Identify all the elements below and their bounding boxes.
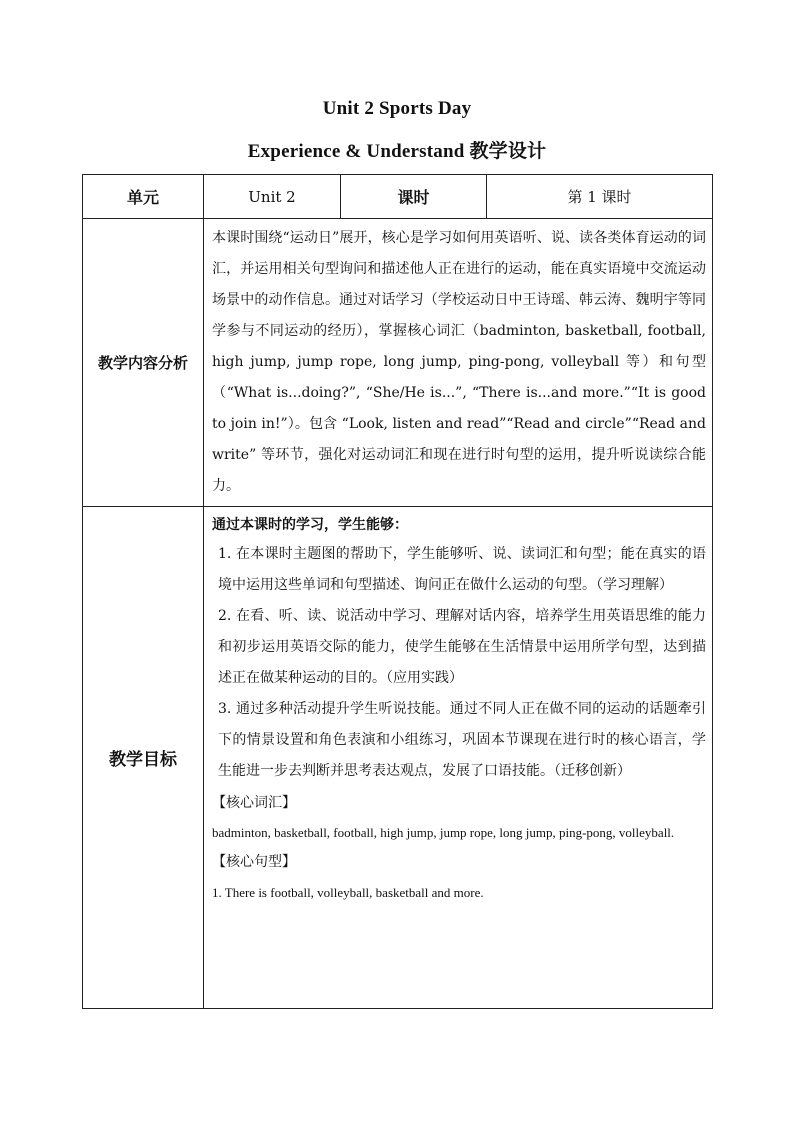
pattern-heading: 【核心句型】 <box>212 854 296 870</box>
lesson-plan-table <box>82 174 713 1009</box>
analysis-label: 教学内容分析 <box>83 219 204 507</box>
objective-item: 3. 通过多种活动提升学生听说技能。通过不同人正在做不同的运动的话题牽引下的情景设置和角色表演和小组练习，巩固本节课现在进行时的核心语言，学生能进一步去判断并思考表达观点，发展了口语技能。（迁移创新） <box>218 701 706 779</box>
document-title: Unit 2 Sports Day <box>322 98 472 119</box>
unit-value: Unit 2 <box>204 175 341 219</box>
objectives-label: 教学目标 <box>83 507 204 1009</box>
lesson-value: 第 1 课时 <box>487 175 713 219</box>
objectives-intro: 通过本课时的学习，学生能够： <box>212 517 408 533</box>
analysis-text: 本课时围绕“运动日”展开，核心是学习如何用英语听、说、读各类体育运动的词汇，并运用相关句型询问和描述他人正在进行的运动，能在真实语境中交流运动场景中的动作信息。通过对话学习（学校运动日中王诗瑶、韩云涛、魏明宇等同学参与不同运动的经历），掌握核心词汇（badminton, basketball, football, high jump, jump rope, long jump, ping-pong, volleyball 等）和句型（“What is...doing?”, “She/He is...”, “There is...and more.”“It is good to join in!”）。包含 “Look, listen and read”“Read and circle”“Read and write” 等环节，强化对运动词汇和现在进行时句型的运用，提升听说读综合能力。 <box>212 230 706 494</box>
analysis-content <box>204 219 713 507</box>
objectives-content <box>204 507 713 1009</box>
vocab-list: badminton, basketball, football, high jump, jump rope, long jump, ping-pong, volleyball. <box>212 825 675 840</box>
objectives-row <box>83 507 713 1009</box>
pattern-item: 1. There is football, volleyball, basketball and more. <box>212 885 484 900</box>
vocab-heading: 【核心词汇】 <box>212 795 296 811</box>
document-subtitle: Experience & Understand 教学设计 <box>247 141 547 162</box>
lesson-label: 课时 <box>341 175 487 219</box>
objective-item: 1. 在本课时主题图的帮助下，学生能够听、说、读词汇和句型；能在真实的语境中运用这些单词和句型描述、询问正在做什么运动的句型。（学习理解） <box>218 546 706 593</box>
unit-label: 单元 <box>83 175 204 219</box>
analysis-row <box>83 219 713 507</box>
header-row <box>83 175 713 219</box>
objective-item: 2. 在看、听、读、说活动中学习、理解对话内容，培养学生用英语思维的能力和初步运用英语交际的能力，使学生能够在生活情景中运用所学句型，达到描述正在做某种运动的目的。（应用实践） <box>218 608 706 686</box>
